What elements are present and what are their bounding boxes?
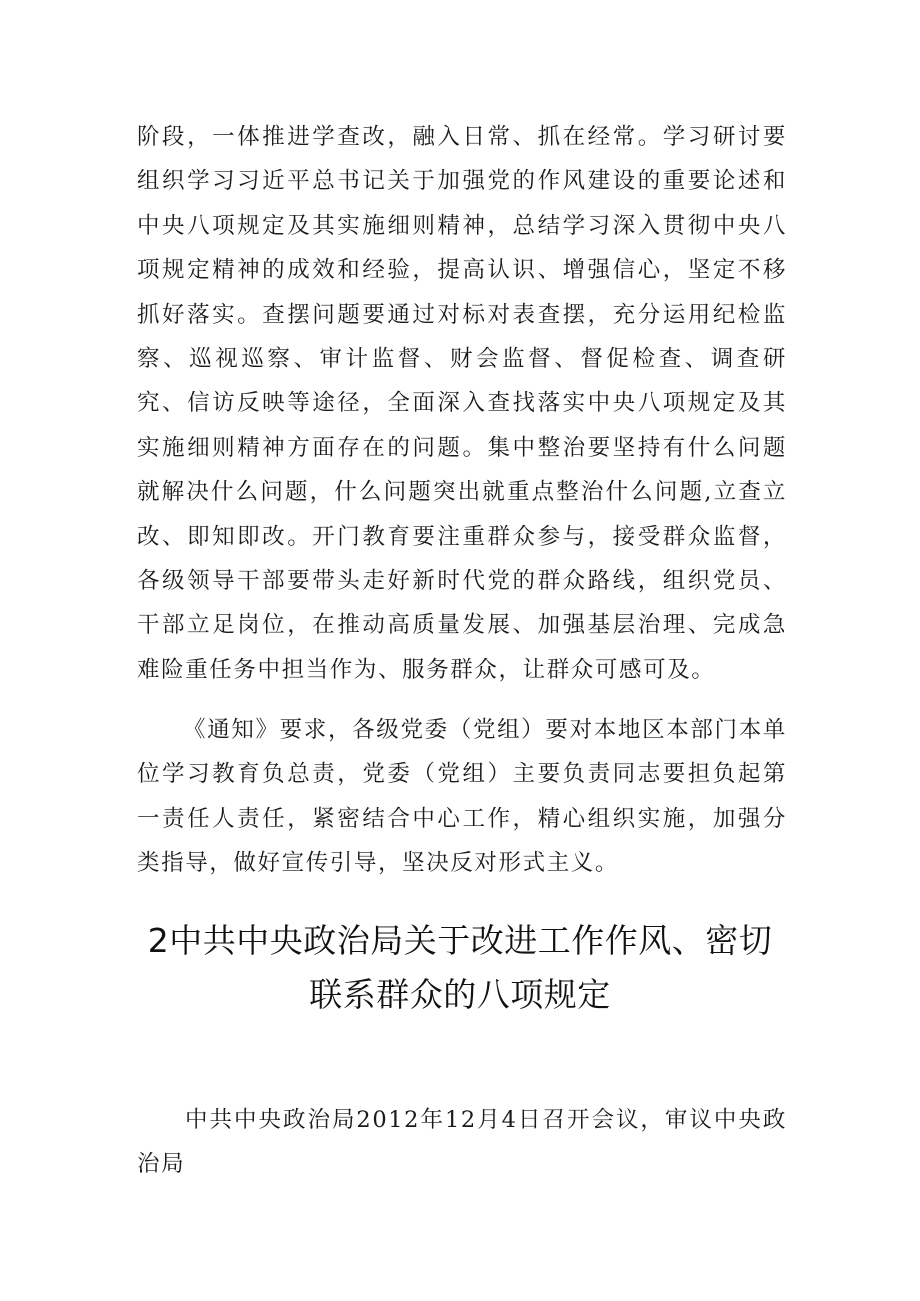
section-heading-line-2: 联系群众的八项规定 — [309, 975, 611, 1014]
body-paragraph-study-measures: 阶段，一体推进学查改，融入日常、抓在经常。学习研讨要组织学习习近平总书记关于加强党的作风建设的重要论述和中央八项规定及其实施细则精神，总结学习深入贯彻中央八项规定精神的成效和经验，提高认识、增强信心，坚定不移抓好落实。查摆问题要通过对标对表查摆，充分运用纪检监察、巡视巡察、审计监督、财会监督、督促检查、调查研究、信访反映等途径，全面深入查找落实中央八项规定及其实施细则精神方面存在的问题。集中整治要坚持有什么问题就解决什么问题，什么问题突出就重点整治什么问题,立查立改、即知即改。开门教育要注重群众参与，接受群众监督，各级领导干部要带头走好新时代党的群众路线，组织党员、干部立足岗位，在推动高质量发展、加强基层治理、完成急难险重任务中担当作为、服务群众，让群众可感可及。 — [137, 124, 787, 683]
body-paragraph-notice-requirements: 《通知》要求，各级党委（党组）要对本地区本部门本单位学习教育负总责，党委（党组）主要负责同志要担负起第一责任人责任，紧密结合中心工作，精心组织实施，加强分类指导，做好宣传引导，坚决反对形式主义。 — [137, 717, 787, 877]
section-heading-line-1: 2中共中央政治局关于改进工作作风、密切 — [147, 921, 773, 960]
body-paragraph-politburo-meeting: 中共中央政治局2012年12月4日召开会议，审议中央政治局 — [137, 1107, 787, 1178]
section-heading — [100, 914, 820, 1022]
